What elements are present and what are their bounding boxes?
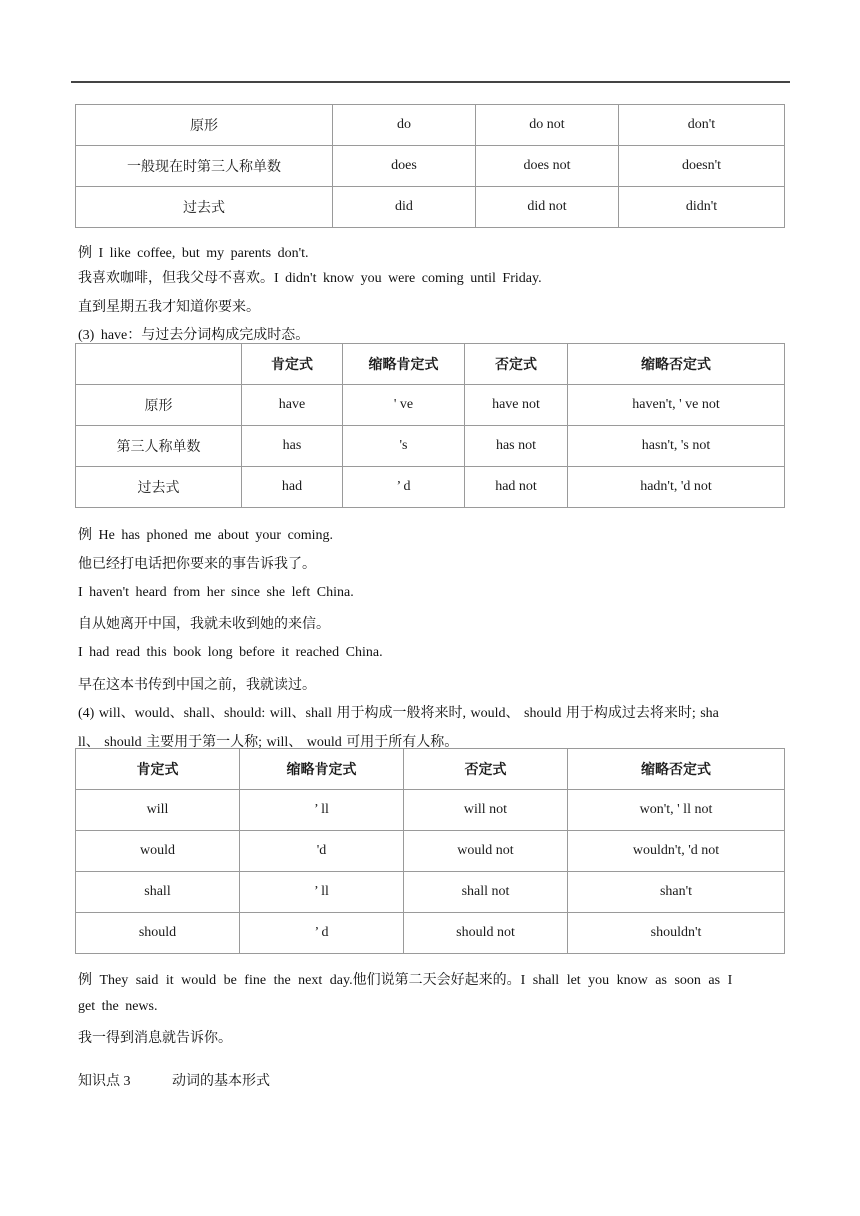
- table-cell: ’ d: [240, 913, 404, 954]
- table-header-cell: 肯定式: [242, 344, 343, 385]
- table-cell: 一般现在时第三人称单数: [76, 146, 333, 187]
- section-title: 动词的基本形式: [172, 1074, 270, 1089]
- table-cell: don't: [619, 105, 785, 146]
- table-row: [76, 790, 785, 831]
- example-text: 例 They said it would be fine the next day.他们说第二天会好起来的。I shall let you know as soon as I: [78, 973, 733, 988]
- table-cell: does not: [476, 146, 619, 187]
- example-text: 例 I like coffee, but my parents don't.: [78, 246, 309, 261]
- table-header-row: [76, 344, 785, 385]
- section-label: 知识点 3: [78, 1074, 131, 1089]
- table-cell: doesn't: [619, 146, 785, 187]
- table-cell: should not: [404, 913, 568, 954]
- table-cell: ’ d: [343, 467, 465, 508]
- table-cell: shouldn't: [568, 913, 785, 954]
- table-header-cell: 缩略否定式: [568, 344, 785, 385]
- table-header-cell: 缩略肯定式: [240, 749, 404, 790]
- table-cell: should: [76, 913, 240, 954]
- table-cell: did not: [476, 187, 619, 228]
- modal-forms-table: [75, 748, 785, 954]
- table-row: [76, 385, 785, 426]
- example-text: I had read this book long before it reached China.: [78, 645, 383, 660]
- table-cell: hasn't, 's not: [568, 426, 785, 467]
- table-row: [76, 105, 785, 146]
- table-cell: did: [333, 187, 476, 228]
- section-heading: (3) have：与过去分词构成完成时态。: [78, 328, 310, 343]
- table-cell: will not: [404, 790, 568, 831]
- translation-text: 他已经打电话把你要来的事告诉我了。: [78, 557, 316, 572]
- table-cell: 过去式: [76, 467, 242, 508]
- table-row: [76, 913, 785, 954]
- table-cell: hadn't, 'd not: [568, 467, 785, 508]
- table-cell: ' ve: [343, 385, 465, 426]
- table-cell: has not: [465, 426, 568, 467]
- table-cell: would not: [404, 831, 568, 872]
- table-row: [76, 426, 785, 467]
- example-text: get the news.: [78, 999, 158, 1014]
- table-cell: will: [76, 790, 240, 831]
- table-header-cell: 缩略肯定式: [343, 344, 465, 385]
- table-row: [76, 187, 785, 228]
- table-cell: do not: [476, 105, 619, 146]
- table-cell: didn't: [619, 187, 785, 228]
- translation-text: 自从她离开中国，我就未收到她的来信。: [78, 617, 330, 632]
- table-header-cell: 肯定式: [76, 749, 240, 790]
- table-header-cell: 否定式: [465, 344, 568, 385]
- table-cell: have: [242, 385, 343, 426]
- have-forms-table: [75, 343, 785, 508]
- do-forms-table: [75, 104, 785, 228]
- table-cell: would: [76, 831, 240, 872]
- table-cell: does: [333, 146, 476, 187]
- table-cell: wouldn't, 'd not: [568, 831, 785, 872]
- table-header-cell: [76, 344, 242, 385]
- table-cell: ’ ll: [240, 872, 404, 913]
- table-cell: 第三人称单数: [76, 426, 242, 467]
- table-cell: ’ ll: [240, 790, 404, 831]
- table-cell: shall: [76, 872, 240, 913]
- translation-text: 我一得到消息就告诉你。: [78, 1031, 232, 1046]
- table-cell: 's: [343, 426, 465, 467]
- table-row: [76, 146, 785, 187]
- table-cell: do: [333, 105, 476, 146]
- table-cell: shall not: [404, 872, 568, 913]
- section-heading: (4) will、would、shall、should: will、shall 用于构成一般将来时, would、 should 用于构成过去将来时; sha: [78, 706, 719, 721]
- table-cell: haven't, ' ve not: [568, 385, 785, 426]
- example-text: I haven't heard from her since she left China.: [78, 585, 354, 600]
- table-header-cell: 缩略否定式: [568, 749, 785, 790]
- table-cell: has: [242, 426, 343, 467]
- table-cell: won't, ' ll not: [568, 790, 785, 831]
- table-cell: shan't: [568, 872, 785, 913]
- table-row: [76, 831, 785, 872]
- header-rule: [71, 81, 790, 83]
- example-text: 例 He has phoned me about your coming.: [78, 528, 334, 543]
- example-text: 我喜欢咖啡，但我父母不喜欢。I didn't know you were coming until Friday.: [78, 271, 542, 286]
- table-header-row: [76, 749, 785, 790]
- table-header-cell: 否定式: [404, 749, 568, 790]
- table-cell: 过去式: [76, 187, 333, 228]
- table-row: [76, 872, 785, 913]
- table-cell: have not: [465, 385, 568, 426]
- table-cell: 'd: [240, 831, 404, 872]
- translation-text: 直到星期五我才知道你要来。: [78, 300, 260, 315]
- table-row: [76, 467, 785, 508]
- table-cell: 原形: [76, 105, 333, 146]
- translation-text: 早在这本书传到中国之前，我就读过。: [78, 678, 316, 693]
- table-cell: had not: [465, 467, 568, 508]
- table-cell: 原形: [76, 385, 242, 426]
- table-cell: had: [242, 467, 343, 508]
- section-text: ll、 should 主要用于第一人称; will、 would 可用于所有人称。: [78, 735, 459, 750]
